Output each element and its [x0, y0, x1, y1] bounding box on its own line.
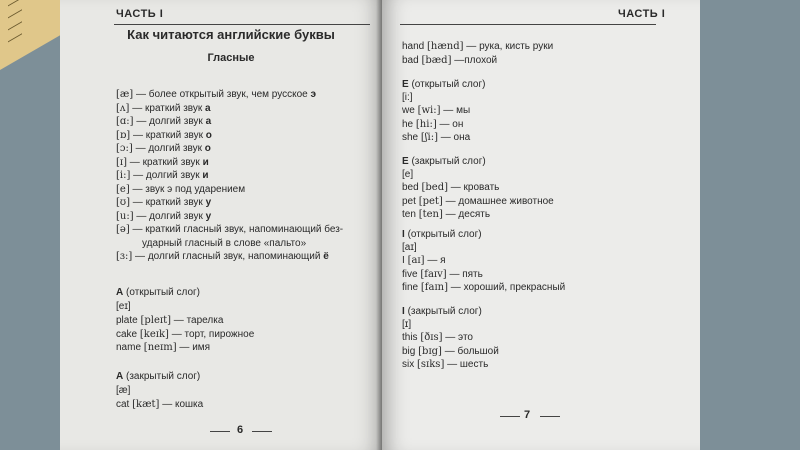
- section-heading-i-open: [402, 228, 482, 241]
- ruler-tick: [8, 21, 22, 30]
- section-subtitle: Гласные: [207, 52, 255, 64]
- word-translation: — домашнее животное: [445, 195, 554, 207]
- section-ipa: [e]: [402, 169, 414, 180]
- heading-letter: I: [402, 229, 405, 240]
- vowel-description: — краткий звук: [133, 129, 204, 141]
- vowel-letter: и: [202, 170, 209, 181]
- vowel-row: [116, 223, 343, 236]
- word-transcription: [hænd]: [427, 41, 464, 52]
- heading-letter: A: [116, 371, 124, 382]
- word-transcription: [bɪg]: [418, 345, 442, 357]
- word-translation: —плохой: [454, 54, 498, 66]
- section-heading-e-open: [402, 78, 485, 91]
- vowel-description: — более открытый звук, чем русское: [135, 89, 308, 100]
- word-translation: — она: [440, 132, 471, 143]
- ruler-tick: [8, 0, 22, 6]
- word-row: [402, 281, 565, 294]
- vowel-ipa: [ʌ]: [116, 102, 130, 114]
- vowel-letter: и: [202, 156, 209, 168]
- vowel-row: [116, 156, 209, 169]
- heading-text: (закрытый слог): [126, 371, 201, 382]
- vowel-row: [116, 250, 329, 263]
- english-word: hand: [402, 41, 425, 52]
- english-word: I: [402, 255, 405, 266]
- vowel-ipa: [ɪ]: [116, 156, 128, 168]
- word-transcription: [ðɪs]: [420, 332, 443, 343]
- heading-text: (открытый слог): [411, 79, 486, 90]
- english-word: this: [402, 332, 418, 343]
- vowel-letter: у: [205, 210, 212, 222]
- word-transcription: [keɪk]: [139, 328, 169, 340]
- word-translation: — пять: [449, 268, 483, 280]
- word-row: [402, 268, 483, 281]
- word-row: [402, 54, 497, 67]
- vowel-description: — звук э под ударением: [132, 183, 246, 195]
- section-heading-a-closed: [116, 370, 200, 383]
- vowel-description: — долгий звук: [133, 170, 200, 181]
- word-translation: — это: [445, 332, 473, 343]
- word-row: [402, 131, 470, 144]
- english-word: she: [402, 132, 419, 143]
- vowel-row: [116, 115, 211, 128]
- vowel-ipa: [æ]: [116, 89, 134, 100]
- english-word: big: [402, 345, 416, 357]
- vowel-letter: а: [205, 116, 212, 127]
- word-transcription: [ʃi:]: [420, 132, 438, 143]
- word-transcription: [ten]: [418, 209, 443, 220]
- section-heading-i-closed: [402, 305, 482, 318]
- word-row: [402, 118, 463, 131]
- word-row: [116, 341, 210, 354]
- vowel-letter: э: [310, 89, 317, 100]
- vowel-row: [116, 196, 211, 209]
- vowel-ipa: [ə]: [116, 224, 130, 235]
- vowel-ipa: [u:]: [116, 210, 134, 222]
- section-ipa: [i:]: [402, 92, 413, 103]
- vowel-description: — долгий звук: [136, 210, 203, 222]
- vowel-ipa: [e]: [116, 183, 130, 195]
- word-translation: — имя: [179, 342, 211, 353]
- english-word: pet: [402, 195, 416, 207]
- word-translation: — он: [439, 118, 464, 130]
- header-rule: [400, 24, 656, 25]
- vowel-description: — долгий гласный звук, напоминающий: [135, 251, 321, 262]
- ruler-tick: [8, 9, 22, 18]
- word-translation: — тарелка: [173, 315, 224, 326]
- vowel-row: [116, 142, 211, 155]
- word-translation: — хороший, прекрасный: [450, 282, 566, 293]
- page-header: ЧАСТЬ I: [618, 8, 666, 20]
- word-row: [402, 40, 553, 53]
- vowel-letter: у: [205, 197, 212, 208]
- word-translation: — десять: [445, 209, 491, 220]
- word-row: [402, 254, 446, 267]
- vowel-ipa: [ʊ]: [116, 197, 131, 208]
- vowel-ipa: [ɑ:]: [116, 116, 134, 127]
- section-ipa: [ɪ]: [402, 319, 412, 330]
- vowel-ipa: [ɔ:]: [116, 143, 133, 154]
- section-heading-a-open: [116, 286, 200, 299]
- vowel-row: [116, 102, 211, 115]
- english-word: bad: [402, 54, 419, 66]
- vowel-ipa: [ɒ]: [116, 129, 131, 141]
- vowel-letter: о: [205, 129, 212, 141]
- word-translation: — шесть: [447, 359, 489, 370]
- vowel-letter: ё: [323, 251, 329, 262]
- english-word: fine: [402, 282, 419, 293]
- word-transcription: [faɪv]: [420, 268, 447, 280]
- word-transcription: [faɪn]: [420, 282, 449, 293]
- word-transcription: [kæt]: [132, 399, 160, 410]
- heading-text: (закрытый слог): [407, 306, 482, 317]
- heading-letter: I: [402, 306, 405, 317]
- heading-letter: E: [402, 156, 409, 167]
- word-row: [402, 195, 554, 208]
- page-header: ЧАСТЬ I: [116, 8, 164, 20]
- vowel-description: — долгий звук: [135, 143, 203, 154]
- section-ipa: [eɪ]: [116, 301, 131, 312]
- right-page: [382, 0, 700, 450]
- word-row: [402, 208, 490, 221]
- vowel-row: [116, 169, 209, 182]
- word-row: [402, 345, 499, 358]
- section-ipa: [aɪ]: [402, 242, 417, 253]
- word-transcription: [pleɪt]: [140, 315, 172, 326]
- english-word: cake: [116, 328, 138, 340]
- page-number-dash: [500, 416, 520, 417]
- page-number-dash: [210, 431, 230, 432]
- word-row: [116, 398, 203, 411]
- english-word: five: [402, 268, 418, 280]
- heading-text: (закрытый слог): [411, 156, 486, 167]
- word-row: [402, 358, 488, 371]
- page-number-dash: [252, 431, 272, 432]
- vowel-description: — краткий звук: [129, 156, 200, 168]
- vowel-description: — краткий звук: [132, 197, 203, 208]
- word-transcription: [neɪm]: [143, 342, 177, 353]
- section-ipa: [æ]: [116, 385, 131, 396]
- ruler: [0, 0, 61, 70]
- word-transcription: [sɪks]: [417, 359, 445, 370]
- page-number: 7: [524, 409, 531, 421]
- english-word: cat: [116, 399, 130, 410]
- vowel-row: [116, 88, 316, 101]
- word-transcription: [bed]: [421, 182, 448, 193]
- english-word: plate: [116, 315, 138, 326]
- ruler-tick: [8, 33, 22, 42]
- word-row: [116, 328, 254, 341]
- vowel-description: ударный гласный в слове «пальто»: [142, 237, 307, 249]
- vowel-description: — краткий звук: [132, 102, 203, 114]
- english-word: ten: [402, 209, 416, 220]
- vowel-ipa: [ɜ:]: [116, 251, 133, 262]
- word-row: [402, 331, 473, 344]
- heading-text: (открытый слог): [126, 287, 201, 298]
- vowel-letter: о: [204, 143, 211, 154]
- english-word: six: [402, 359, 415, 370]
- word-transcription: [wi:]: [417, 105, 441, 116]
- vowel-description: — краткий гласный звук, напоминающий без-: [132, 224, 344, 235]
- vowel-letter: а: [205, 102, 211, 114]
- word-transcription: [aɪ]: [407, 255, 425, 266]
- word-translation: — кошка: [162, 399, 204, 410]
- english-word: bed: [402, 182, 419, 193]
- word-translation: — я: [427, 255, 446, 266]
- word-transcription: [hi:]: [415, 118, 437, 130]
- left-page: [60, 0, 382, 450]
- vowel-row: [116, 183, 245, 196]
- word-transcription: [pet]: [418, 195, 443, 207]
- vowel-row: [116, 210, 211, 223]
- english-word: we: [402, 105, 415, 116]
- page-number: 6: [237, 424, 244, 436]
- page-number-dash: [540, 416, 560, 417]
- word-translation: — большой: [444, 345, 499, 357]
- english-word: he: [402, 118, 414, 130]
- word-translation: — кровать: [450, 182, 500, 193]
- vowel-row: [116, 129, 212, 142]
- word-row: [402, 181, 499, 194]
- english-word: name: [116, 342, 142, 353]
- word-translation: — рука, кисть руки: [466, 41, 554, 52]
- word-row: [116, 314, 223, 327]
- vowel-row: [142, 237, 306, 250]
- section-heading-e-closed: [402, 155, 486, 168]
- page-title: Как читаются английские буквы: [127, 27, 335, 42]
- heading-letter: E: [402, 79, 409, 90]
- heading-letter: A: [116, 287, 124, 298]
- word-transcription: [bæd]: [421, 54, 452, 66]
- word-row: [402, 104, 470, 117]
- word-translation: — мы: [443, 105, 471, 116]
- word-translation: — торт, пирожное: [171, 328, 255, 340]
- vowel-ipa: [i:]: [116, 170, 131, 181]
- vowel-description: — долгий звук: [136, 116, 203, 127]
- header-rule: [114, 24, 370, 25]
- heading-text: (открытый слог): [407, 229, 482, 240]
